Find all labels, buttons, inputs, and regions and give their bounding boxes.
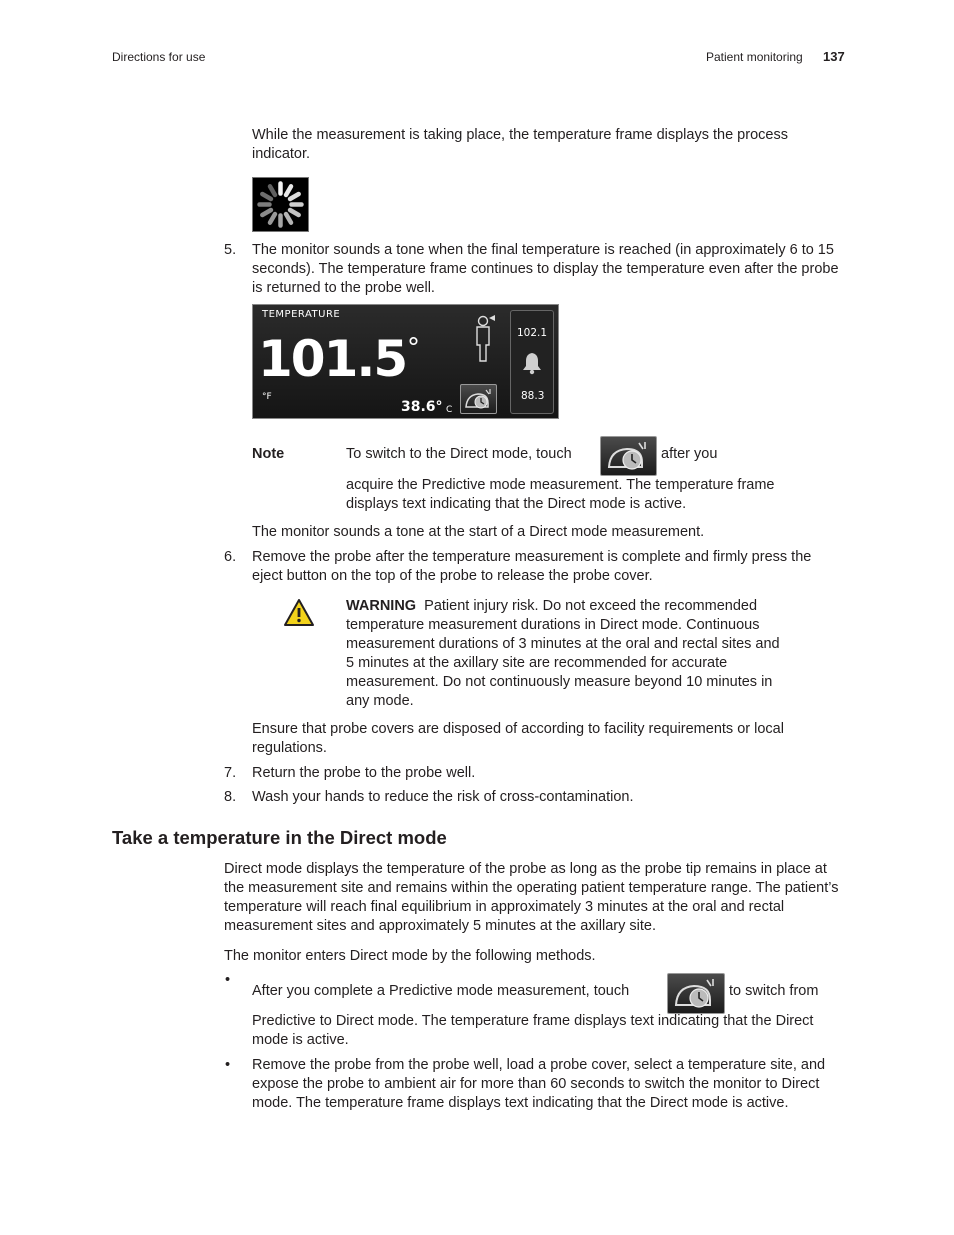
warning-label: WARNING: [346, 598, 417, 614]
direct-mode-button-bullet[interactable]: [667, 973, 725, 1014]
direct-mode-button[interactable]: [460, 384, 497, 414]
bullet-1-glyph: •: [225, 972, 231, 988]
bullet-2-text: Remove the probe from the probe well, load a probe cover, select a temperature site, and expose the probe to ambient air for more than 60 seconds to switch the monitor to Direct mode. The temperature frame displays text indicating that the Direct mode is active.: [252, 1057, 826, 1111]
temperature-celsius: 38.6°: [401, 399, 443, 415]
tone-paragraph: The monitor sounds a tone at the start of a Direct mode measurement.: [252, 524, 705, 540]
step-5-text: The monitor sounds a tone when the final temperature is reached (in approximately 6 to 15 seconds). The temperature frame continues to display the temperature even after the probe is returned to the probe well.: [252, 242, 839, 296]
direct-mode-icon: [668, 974, 724, 1013]
step-8-text: Wash your hands to reduce the risk of cross-contamination.: [252, 789, 634, 805]
alarm-limits-panel[interactable]: [510, 310, 554, 414]
note-label: Note: [252, 446, 285, 462]
process-indicator-icon: [252, 177, 309, 232]
section-heading: Take a temperature in the Direct mode: [112, 827, 447, 848]
running-header-left: Directions for use: [112, 50, 206, 64]
step-7-number: 7.: [224, 765, 237, 781]
note-text-before: To switch to the Direct mode, touch: [346, 446, 572, 462]
step-8-number: 8.: [224, 789, 237, 805]
disposal-paragraph: Ensure that probe covers are disposed of according to facility requirements or local regulations.: [252, 721, 784, 756]
low-limit: 88.3: [521, 390, 545, 402]
section-paragraph-1: Direct mode displays the temperature of the probe as long as the probe tip remains in place at the measurement site and remains within the operating patient temperature range. The patient’s temperature will reach final equilibrium in approximately 3 minutes at the oral and rectal measurement sites and approximately 5 minutes at the axillary site.: [224, 861, 839, 934]
section-paragraph-2: The monitor enters Direct mode by the following methods.: [224, 948, 596, 964]
temperature-label: TEMPERATURE: [262, 309, 341, 320]
warning-icon: [283, 598, 315, 632]
temperature-celsius-unit: C: [446, 405, 453, 415]
direct-mode-icon: [601, 437, 656, 475]
direct-mode-button-inline[interactable]: [600, 436, 657, 476]
intro-paragraph: While the measurement is taking place, the temperature frame displays the process indicator.: [252, 127, 788, 162]
warning-text: Patient injury risk. Do not exceed the recommended temperature measurement durations in Direct mode. Continuous measurement durations of 3 minutes at the oral and rectal sites and 5 minutes at the axillary site are recommended for accurate measurement. Do not continuously measure beyond 10 minutes in any mode.: [346, 598, 780, 709]
step-6-number: 6.: [224, 549, 237, 565]
temperature-unit: °F: [262, 392, 272, 402]
note-text-rest: acquire the Predictive mode measurement. The temperature frame displays text indicating that the Direct mode is active.: [346, 477, 775, 512]
bullet-2-glyph: •: [225, 1057, 231, 1073]
warning-block: [346, 597, 782, 711]
bullet-1-text-after: to switch from: [729, 983, 819, 999]
page-number: 137: [823, 49, 845, 64]
step-7-text: Return the probe to the probe well.: [252, 765, 476, 781]
bell-icon: [521, 351, 543, 380]
patient-figure-icon: [471, 315, 497, 363]
temperature-degree: °: [407, 333, 420, 363]
step-6-text: Remove the probe after the temperature measurement is complete and firmly press the eject button on the top of the probe to release the probe cover.: [252, 549, 812, 584]
temperature-value: 101.5: [258, 330, 407, 388]
bullet-1-text-before: After you complete a Predictive mode measurement, touch: [252, 983, 630, 999]
note-text-after: after you: [661, 446, 718, 462]
bullet-1-text-rest: Predictive to Direct mode. The temperature frame displays text indicating that the Direct mode is active.: [252, 1013, 814, 1048]
direct-mode-icon: [461, 385, 496, 413]
high-limit: 102.1: [517, 327, 548, 339]
running-header-right: Patient monitoring: [706, 50, 803, 64]
temperature-frame: [252, 304, 559, 419]
step-5-number: 5.: [224, 242, 237, 258]
